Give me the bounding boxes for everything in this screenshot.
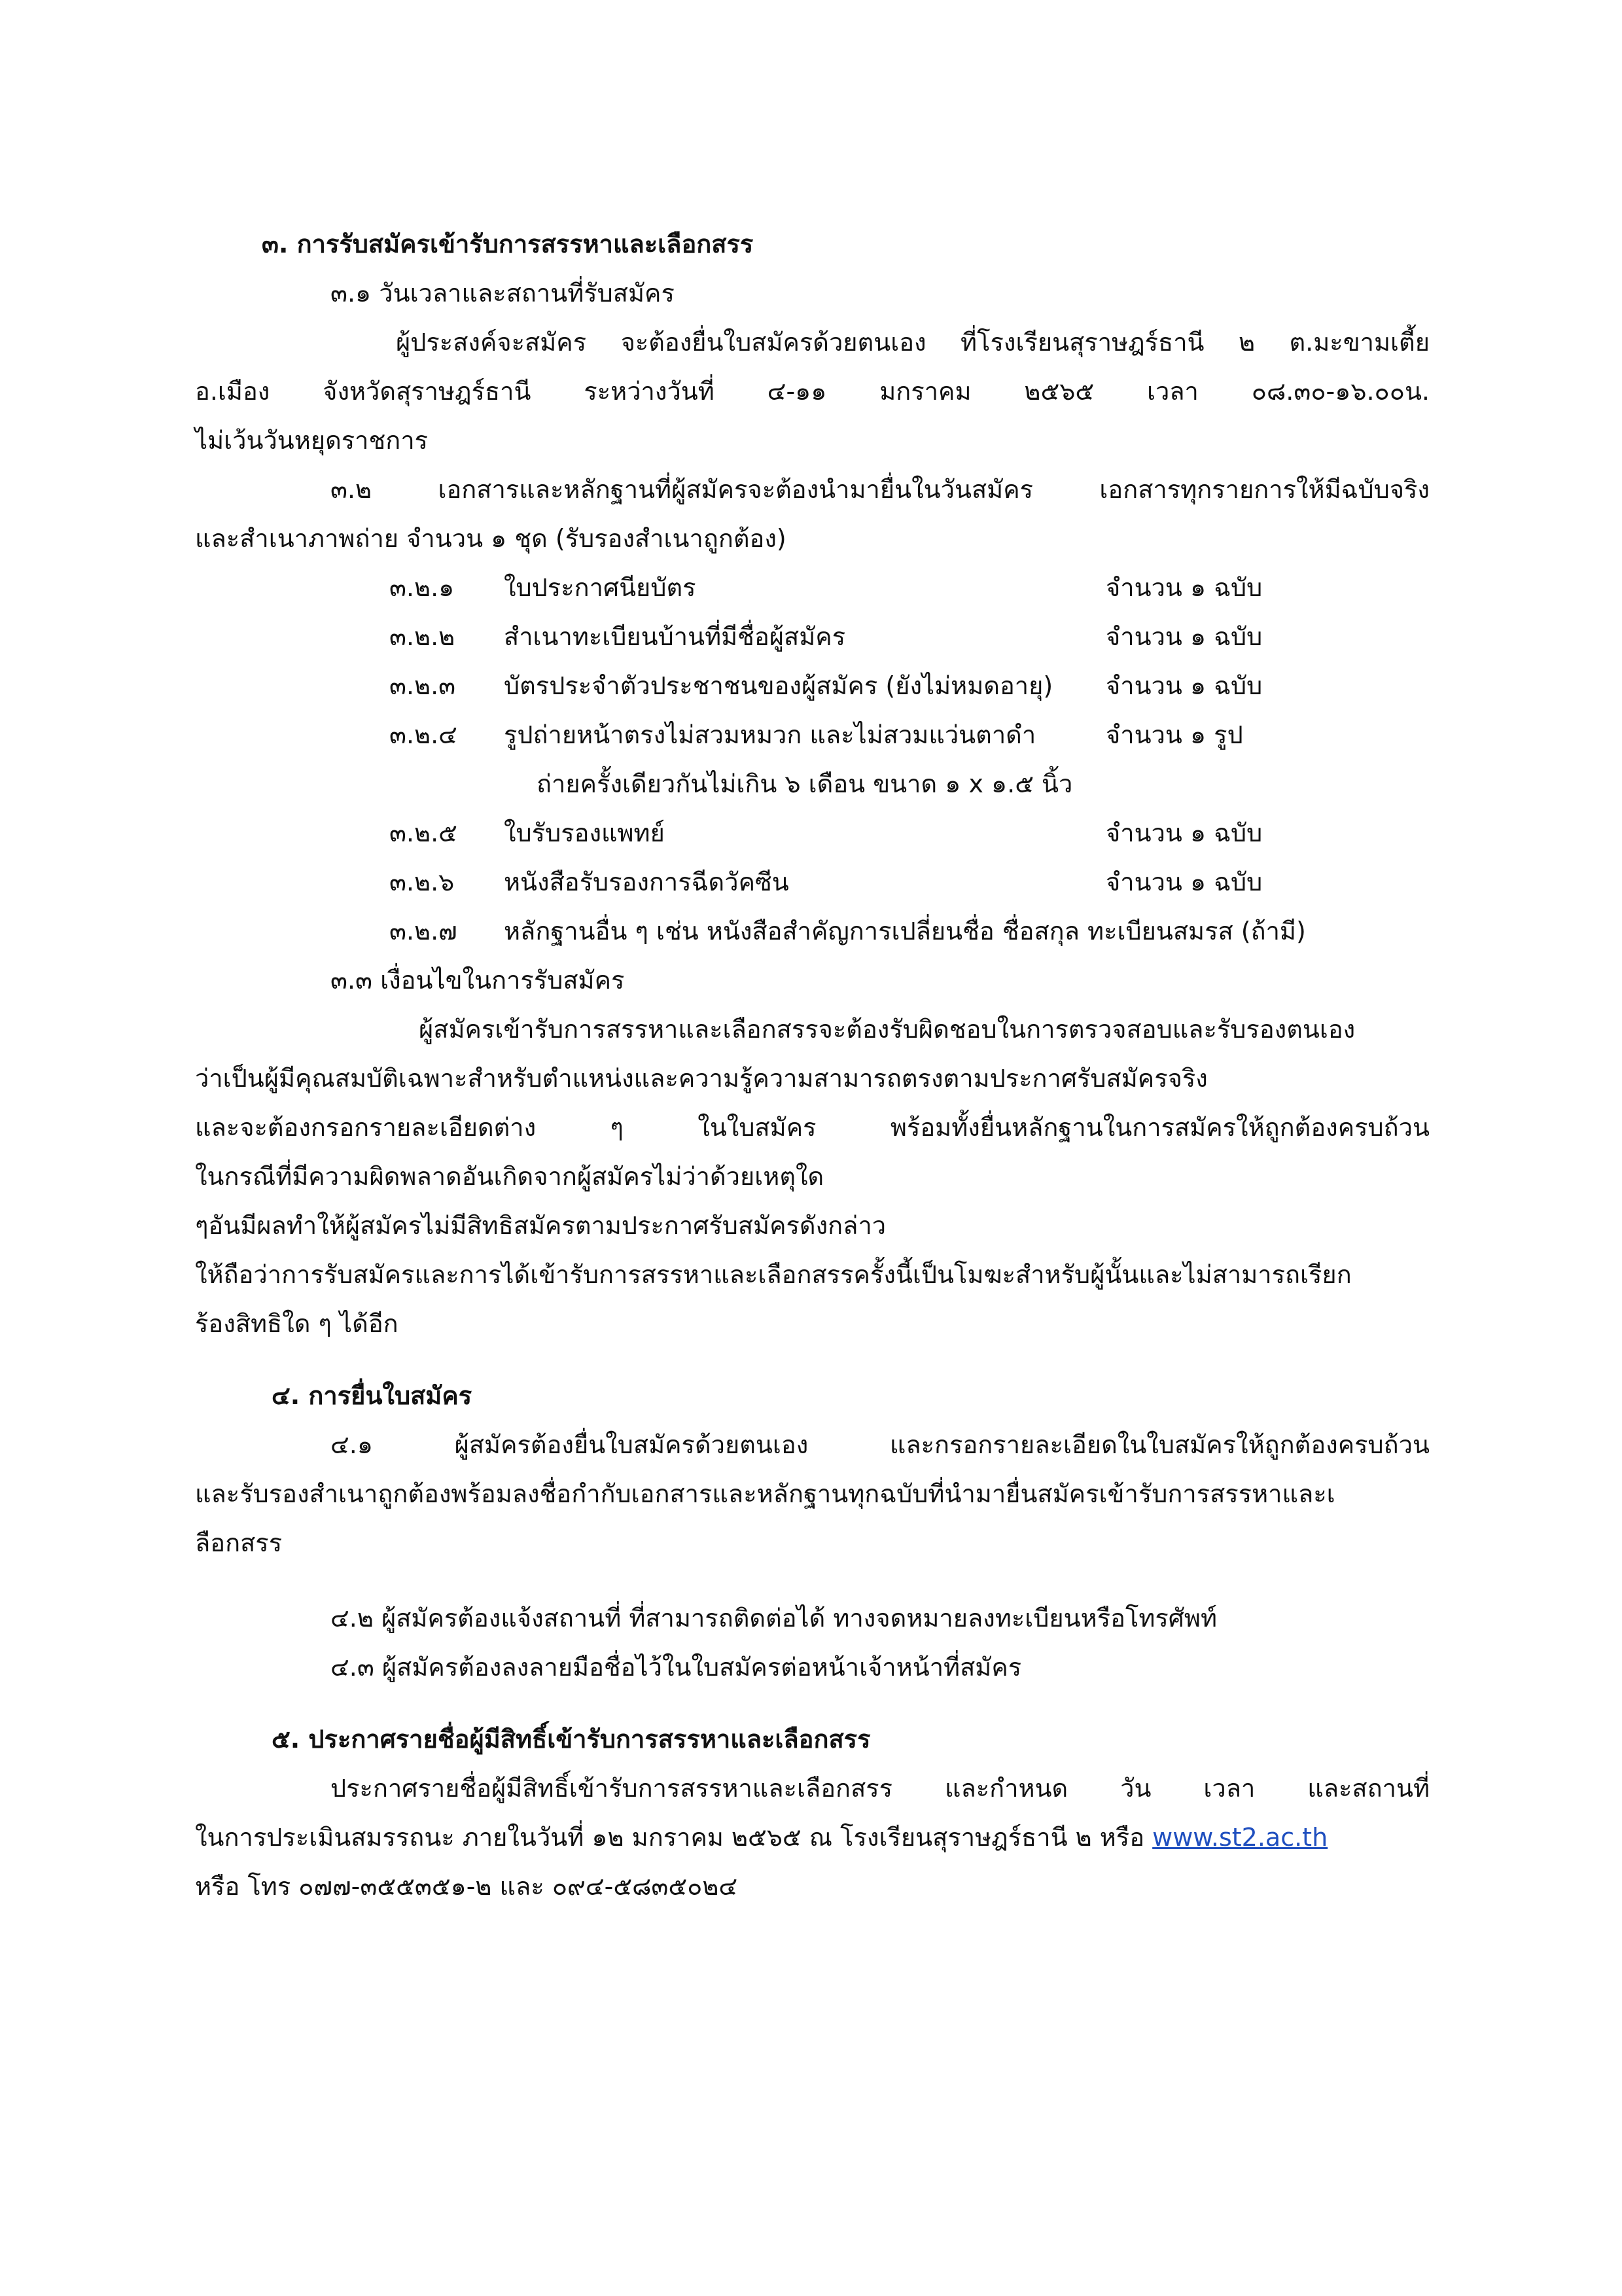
item-text: สำเนาทะเบียนบ้านที่มีชื่อผู้สมัคร <box>504 622 846 651</box>
section-5-line-2 <box>195 1819 1328 1856</box>
section-5-line-3: หรือ โทร ๐๗๗-๓๕๕๓๕๑-๒ และ ๐๙๔-๕๘๓๕๐๒๔ <box>195 1872 738 1901</box>
item-text: ใบรับรองแพทย์ <box>504 819 665 847</box>
school-website-link[interactable]: www.st2.ac.th <box>1152 1823 1328 1852</box>
item-number: ๓.๒.๑ <box>389 573 455 602</box>
section-3-2-line-1: ๓.๒ เอกสารและหลักฐานที่ผู้สมัครจะต้องนำมายื่นในวันสมัคร เอกสารทุกรายการให้มีฉบับจริง <box>330 475 1430 504</box>
section-3-3-line-6: ให้ถือว่าการรับสมัครและการได้เข้ารับการสรรหาและเลือกสรรครั้งนี้เป็นโมฆะสำหรับผู้นั้นและไม่สามารถเรียก <box>195 1260 1352 1289</box>
item-number: ๓.๒.๕ <box>389 819 457 847</box>
section-4-3: ๔.๓ ผู้สมัครต้องลงลายมือชื่อไว้ในใบสมัครต่อหน้าเจ้าหน้าที่สมัคร <box>330 1653 1022 1682</box>
section-3-2-line-2: และสำเนาภาพถ่าย จำนวน ๑ ชุด (รับรองสำเนาถูกต้อง) <box>195 524 786 553</box>
item-text: รูปถ่ายหน้าตรงไม่สวมหมวก และไม่สวมแว่นตาดำ <box>504 720 1036 749</box>
section-5-line-2-text: ในการประเมินสมรรถนะ ภายในวันที่ ๑๒ มกราคม ๒๕๖๕ ณ โรงเรียนสุราษฎร์ธานี ๒ หรือ <box>195 1823 1145 1852</box>
item-number: ๓.๒.๔ <box>389 720 457 749</box>
item-quantity: จำนวน ๑ รูป <box>1106 720 1243 749</box>
item-number: ๓.๒.๓ <box>389 671 456 700</box>
section-3-1-heading: ๓.๑ วันเวลาและสถานที่รับสมัคร <box>330 279 675 308</box>
item-number: ๓.๒.๖ <box>389 868 455 896</box>
section-3-1-line-2: อ.เมือง จังหวัดสุราษฎร์ธานี ระหว่างวันที่ ๔-๑๑ มกราคม ๒๕๖๕ เวลา ๐๘.๓๐-๑๖.๐๐น. <box>195 377 1430 406</box>
item-quantity: จำนวน ๑ ฉบับ <box>1106 573 1263 602</box>
item-quantity: จำนวน ๑ ฉบับ <box>1106 671 1263 700</box>
section-4-2: ๔.๒ ผู้สมัครต้องแจ้งสถานที่ ที่สามารถติดต่อได้ ทางจดหมายลงทะเบียนหรือโทรศัพท์ <box>330 1604 1218 1633</box>
section-3-1-line-3: ไม่เว้นวันหยุดราชการ <box>195 426 429 455</box>
section-3-3-line-1: ผู้สมัครเข้ารับการสรรหาและเลือกสรรจะต้องรับผิดชอบในการตรวจสอบและรับรองตนเอง <box>419 1015 1356 1044</box>
section-5-heading: ๕. ประกาศรายชื่อผู้มีสิทธิ์เข้ารับการสรรหาและเลือกสรร <box>272 1725 871 1754</box>
item-text: หลักฐานอื่น ๆ เช่น หนังสือสำคัญการเปลี่ยนชื่อ ชื่อสกุล ทะเบียนสมรส (ถ้ามี) <box>504 917 1306 945</box>
section-4-1-line-3: ลือกสรร <box>195 1528 283 1557</box>
item-quantity: จำนวน ๑ ฉบับ <box>1106 868 1263 896</box>
section-3-3-line-4: ในกรณีที่มีความผิดพลาดอันเกิดจากผู้สมัครไม่ว่าด้วยเหตุใด <box>195 1162 824 1191</box>
section-3-3-heading: ๓.๓ เงื่อนไขในการรับสมัคร <box>330 966 625 995</box>
item-text: หนังสือรับรองการฉีดวัคซีน <box>504 868 789 896</box>
section-3-3-line-3: และจะต้องกรอกรายละเอียดต่าง ๆ ในใบสมัคร พร้อมทั้งยื่นหลักฐานในการสมัครให้ถูกต้องครบถ้วน <box>195 1113 1430 1142</box>
section-4-1-line-2: และรับรองสำเนาถูกต้องพร้อมลงชื่อกำกับเอกสารและหลักฐานทุกฉบับที่นำมายื่นสมัครเข้ารับการสรรหาและเ <box>195 1479 1335 1508</box>
section-3-3-line-7: ร้องสิทธิใด ๆ ได้อีก <box>195 1309 398 1338</box>
item-quantity: จำนวน ๑ ฉบับ <box>1106 819 1263 847</box>
item-number: ๓.๒.๗ <box>389 917 457 945</box>
section-3-3-line-2: ว่าเป็นผู้มีคุณสมบัติเฉพาะสำหรับตำแหน่งและความรู้ความสามารถตรงตามประกาศรับสมัครจริง <box>195 1064 1208 1093</box>
item-text: ถ่ายครั้งเดียวกันไม่เกิน ๖ เดือน ขนาด ๑ x ๑.๕ นิ้ว <box>537 769 1073 798</box>
section-3-1-line-1: ผู้ประสงค์จะสมัคร จะต้องยื่นใบสมัครด้วยตนเอง ที่โรงเรียนสุราษฎร์ธานี ๒ ต.มะขามเตี้ย <box>396 328 1430 357</box>
section-3-3-line-5: ๆอันมีผลทำให้ผู้สมัครไม่มีสิทธิสมัครตามประกาศรับสมัครดังกล่าว <box>195 1211 887 1240</box>
section-4-heading: ๔. การยื่นใบสมัคร <box>272 1381 472 1410</box>
section-4-1-line-1: ๔.๑ ผู้สมัครต้องยื่นใบสมัครด้วยตนเอง และกรอกรายละเอียดในใบสมัครให้ถูกต้องครบถ้วน <box>330 1430 1430 1459</box>
section-5-line-1: ประกาศรายชื่อผู้มีสิทธิ์เข้ารับการสรรหาและเลือกสรร และกำหนด วัน เวลา และสถานที่ <box>330 1774 1430 1803</box>
item-quantity: จำนวน ๑ ฉบับ <box>1106 622 1263 651</box>
item-number: ๓.๒.๒ <box>389 622 455 651</box>
section-3-heading: ๓. การรับสมัครเข้ารับการสรรหาและเลือกสรร <box>262 230 754 258</box>
item-text: ใบประกาศนียบัตร <box>504 573 696 602</box>
item-text: บัตรประจำตัวประชาชนของผู้สมัคร (ยังไม่หมดอายุ) <box>504 671 1053 700</box>
